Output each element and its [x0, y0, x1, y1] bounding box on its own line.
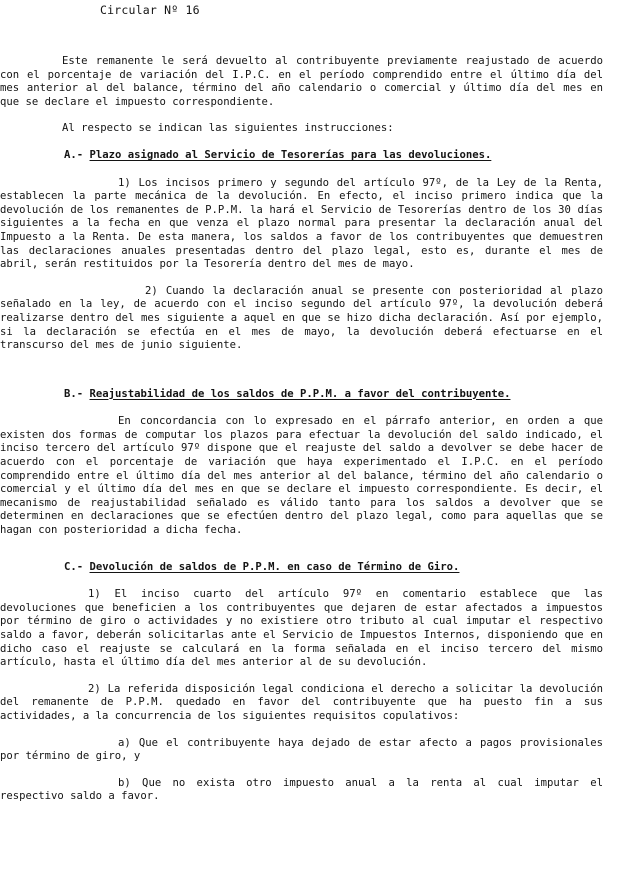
section-a-heading — [0, 149, 603, 163]
section-b-prefix: B.- — [64, 387, 90, 400]
document-body — [0, 55, 603, 817]
paragraph-c2: 2) La referida disposición legal condiciona el derecho a solicitar la devolución del remanente de P.P.M. quedado en favor del contribuyente que ha puesto fin a sus actividades, a la concurrencia de los siguientes requisitos copulativos: — [0, 682, 603, 722]
paragraph-b1: En concordancia con lo expresado en el párrafo anterior, en orden a que existen dos formas de computar los plazos para efectuar la devolución del saldo indicado, el inciso tercero del artículo 97º dispone que el reajuste del saldo a devolver se debe hacer de acuerdo con el porcentaje de variación que haya experimentado el I.P.C. en el período comprendido entre el último día del mes anterior al del balance, término del año calendario o comercial y el último día del mes en que se declare el impuesto correspondiente. Es decir, el mecanismo de reajustabilidad señalado es válido tanto para los saldos a devolver que se determinen en declaraciones que se efectúen dentro del plazo legal, como para aquellas que se hagan con posterioridad a dicha fecha. — [0, 415, 603, 537]
section-b-title: Reajustabilidad de los saldos de P.P.M. a favor del contribuyente. — [89, 387, 511, 400]
section-c-heading — [0, 561, 603, 575]
section-a-prefix: A.- — [64, 148, 90, 161]
paragraph-a1: 1) Los incisos primero y segundo del artículo 97º, de la Ley de la Renta, establecen la parte mecánica de la devolución. En efecto, el inciso primero indica que la devolución de los remanentes de P.P.M. la hará el Servicio de Tesorerías dentro de los 30 días siguientes a la fecha en que venza el plazo normal para presentar la declaración anual del Impuesto a la Renta. De esta manera, los saldos a favor de los contribuyentes que demuestren las declaraciones anuales presentadas dentro del plazo legal, esto es, durante el mes de abril, serán restituidos por la Tesorería dentro del mes de mayo. — [0, 176, 603, 271]
paragraph-a2: 2) Cuando la declaración anual se presente con posterioridad al plazo señalado en la ley, de acuerdo con el inciso segundo del artículo 97º, la devolución deberá realizarse dentro del mes siguiente a aquel en que se hizo dicha declaración. Así por ejemplo, si la declaración se efectúa en el mes de mayo, la devolución deberá efectuarse en el transcurso del mes de junio siguiente. — [0, 284, 603, 352]
paragraph-remanente: Este remanente le será devuelto al contribuyente previamente reajustado de acuerdo con el porcentaje de variación del I.P.C. en el período comprendido entre el último día del mes anterior al del balance, término del año calendario o comercial y último día del mes en que se declare el impuesto correspondiente. — [0, 55, 603, 108]
section-a-title: Plazo asignado al Servicio de Tesorerías para las devoluciones. — [89, 148, 492, 161]
paragraph-c2b: b) Que no exista otro impuesto anual a la renta al cual imputar el respectivo saldo a favor. — [0, 776, 603, 803]
paragraph-instrucciones: Al respecto se indican las siguientes instrucciones: — [62, 122, 394, 135]
section-b-heading — [0, 388, 603, 402]
section-c-prefix: C.- — [64, 560, 90, 573]
section-c-title: Devolución de saldos de P.P.M. en caso de Término de Giro. — [89, 560, 460, 573]
paragraph-c2a: a) Que el contribuyente haya dejado de estar afecto a pagos provisionales por término de giro, y — [0, 736, 603, 763]
paragraph-c1: 1) El inciso cuarto del artículo 97º en comentario establece que las devoluciones que beneficien a los contribuyentes que dejaren de estar afectados a impuestos por término de giro o actividades y no existiere otro tributo al cual imputar el respectivo saldo a favor, deberán solicitarlas ante el Servicio de Impuestos Internos, disponiendo que en dicho caso el reajuste se calculará en la forma señalada en el inciso tercero del mismo artículo, hasta el último día del mes anterior al de su devolución. — [0, 588, 603, 669]
circular-number: Circular Nº 16 — [100, 3, 200, 17]
